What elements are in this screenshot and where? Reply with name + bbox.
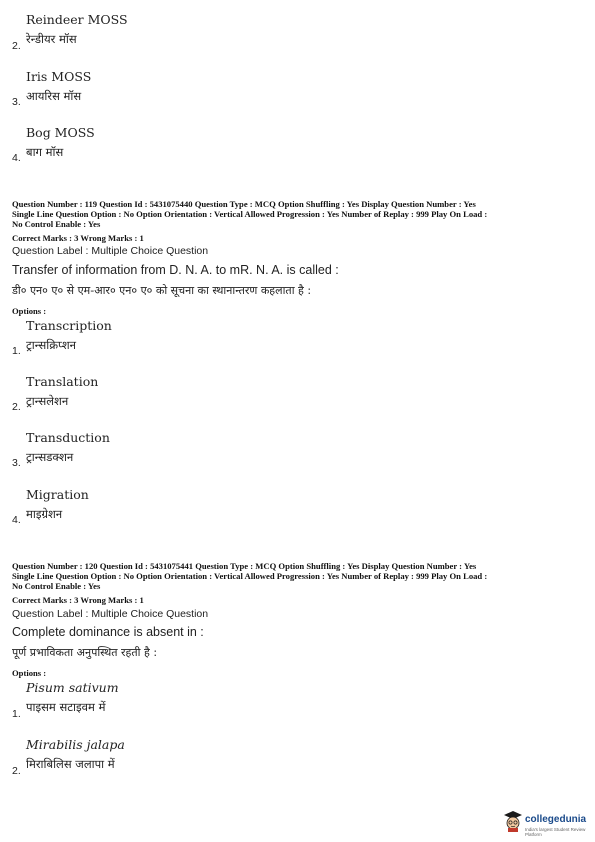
q120-option-2-hi: मिराबिलिस जलापा में	[26, 757, 115, 771]
q120-option-1-en: Pisum sativum	[26, 680, 119, 695]
q119-option-3-en: Transduction	[26, 430, 110, 445]
q119-meta-line3: No Control Enable : Yes	[12, 219, 101, 229]
q119-meta-line1: Question Number : 119 Question Id : 5431075440 Question Type : MCQ Option Shuffling : Yes Display Question Number : Yes	[12, 199, 476, 209]
q119-text-hi: डी० एन० ए० से एम-आर० एन० ए० को सूचना का स्थानान्तरण कहलाता है :	[12, 284, 312, 297]
q120-option-2-number: 2.	[12, 765, 21, 777]
prev-option-3-en: Iris MOSS	[26, 69, 92, 84]
q120-meta	[12, 561, 572, 591]
q120-option-1-hi: पाइसम सटाइवम में	[26, 700, 106, 714]
q120-options-header: Options :	[12, 668, 47, 678]
prev-option-2-number: 2.	[12, 40, 21, 52]
q120-text-en: Complete dominance is absent in :	[12, 625, 204, 639]
q119-options-header: Options :	[12, 306, 47, 316]
q120-label: Question Label : Multiple Choice Question	[12, 608, 209, 620]
q119-option-1-number: 1.	[12, 345, 21, 357]
prev-option-2-hi: रेन्डीयर मॉस	[26, 32, 77, 46]
prev-option-2-en: Reindeer MOSS	[26, 12, 128, 27]
q119-option-1-hi: ट्रान्सक्रिप्शन	[26, 338, 77, 352]
logo-name: collegedunia	[525, 814, 587, 825]
q120-option-2-en: Mirabilis jalapa	[26, 737, 125, 752]
prev-option-3-number: 3.	[12, 96, 21, 108]
q119-option-4-en: Migration	[26, 487, 89, 502]
prev-option-3-hi: आयरिस मॉस	[26, 89, 82, 103]
prev-option-4-en: Bog MOSS	[26, 125, 95, 140]
q120-option-1-number: 1.	[12, 708, 21, 720]
graduate-mascot-icon	[503, 810, 523, 832]
logo-tagline: India's largest Student Review Platform	[525, 827, 586, 837]
q120-meta-line2: Single Line Question Option : No Option Orientation : Vertical Allowed Progression : Yes Number of Replay : 999 Play On Load :	[12, 571, 488, 581]
q119-text-en: Transfer of information from D. N. A. to mR. N. A. is called :	[12, 263, 339, 277]
q119-option-2-number: 2.	[12, 401, 21, 413]
q119-option-4-hi: माइग्रेशन	[26, 507, 63, 521]
q120-text-hi: पूर्ण प्रभाविकता अनुपस्थित रहती है :	[12, 646, 158, 659]
q119-label: Question Label : Multiple Choice Question	[12, 245, 209, 257]
collegedunia-logo[interactable]	[503, 810, 591, 836]
q119-option-3-hi: ट्रान्सडक्शन	[26, 450, 74, 464]
q119-option-2-en: Translation	[26, 374, 99, 389]
q119-marks: Correct Marks : 3 Wrong Marks : 1	[12, 233, 144, 243]
q120-marks: Correct Marks : 3 Wrong Marks : 1	[12, 595, 144, 605]
q119-option-1-en: Transcription	[26, 318, 112, 333]
q119-option-2-hi: ट्रान्सलेशन	[26, 394, 69, 408]
q119-option-4-number: 4.	[12, 514, 21, 526]
prev-option-4-number: 4.	[12, 152, 21, 164]
q120-meta-line1: Question Number : 120 Question Id : 5431075441 Question Type : MCQ Option Shuffling : Yes Display Question Number : Yes	[12, 561, 477, 571]
q120-meta-line3: No Control Enable : Yes	[12, 581, 101, 591]
q119-meta-line2: Single Line Question Option : No Option Orientation : Vertical Allowed Progression : Yes Number of Replay : 999 Play On Load :	[12, 209, 488, 219]
prev-option-4-hi: बाग मॉस	[26, 145, 64, 159]
q119-meta	[12, 199, 572, 229]
q119-option-3-number: 3.	[12, 457, 21, 469]
